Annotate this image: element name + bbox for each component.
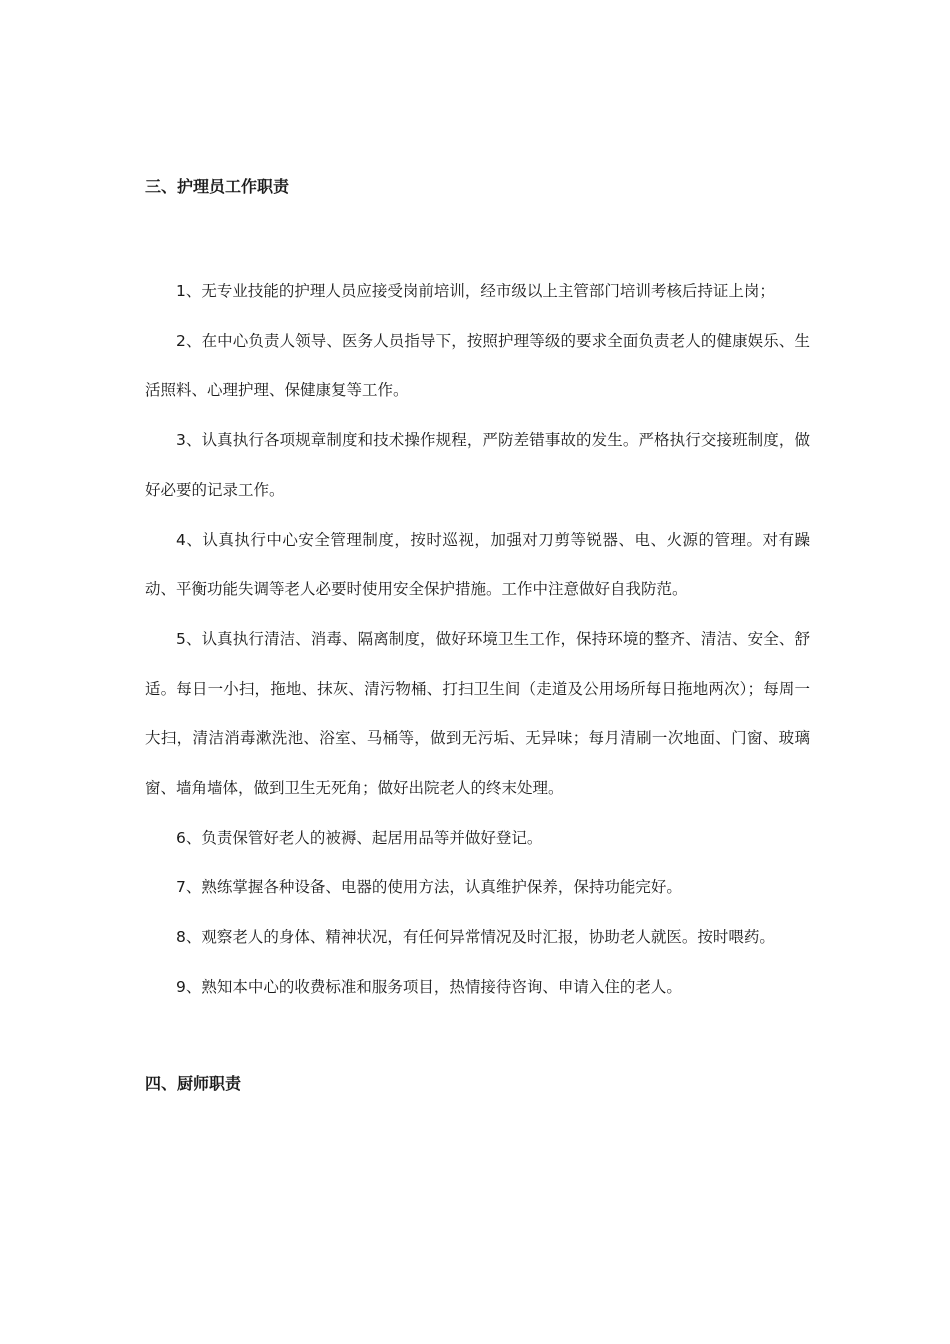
duty-item-7: 7、熟练掌握各种设备、电器的使用方法，认真维护保养，保持功能完好。 [176, 878, 682, 897]
duty-item-2: 2、在中心负责人领导、医务人员指导下，按照护理等级的要求全面负责老人的健康娱乐、生活照料、心理护理、保健康复等工作。 [145, 331, 810, 400]
duty-item-8: 8、观察老人的身体、精神状况，有任何异常情况及时汇报，协助老人就医。按时喂药。 [176, 928, 775, 947]
duty-item-1: 1、无专业技能的护理人员应接受岗前培训，经市级以上主管部门培训考核后持证上岗； [176, 282, 775, 300]
duty-item-9: 9、熟知本中心的收费标准和服务项目，热情接待咨询、申请入住的老人。 [176, 977, 682, 996]
duty-item-6: 6、负责保管好老人的被褥、起居用品等并做好登记。 [176, 828, 543, 847]
duty-item-4: 4、认真执行中心安全管理制度，按时巡视，加强对刀剪等锐器、电、火源的管理。对有躁动、平衡功能失调等老人必要时使用安全保护措施。工作中注意做好自我防范。 [145, 530, 810, 599]
duty-item-3: 3、认真执行各项规章制度和技术操作规程，严防差错事故的发生。严格执行交接班制度，做好必要的记录工作。 [145, 431, 810, 499]
duties-list [145, 267, 810, 1013]
duty-item-5: 5、认真执行清洁、消毒、隔离制度，做好环境卫生工作，保持环境的整齐、清洁、安全、舒适。每日一小扫，拖地、抹灰、清污物桶、打扫卫生间（走道及公用场所每日拖地两次）；每周一大扫，清洁消毒漱洗池、浴室、马桶等，做到无污垢、无异味；每月清刷一次地面、门窗、玻璃窗、墙角墙体，做到卫生无死角；做好出院老人的终末处理。 [145, 629, 810, 798]
section-heading-nurse-duties: 三、护理员工作职责 [145, 177, 290, 196]
section-heading-chef-duties: 四、厨师职责 [145, 1074, 242, 1093]
